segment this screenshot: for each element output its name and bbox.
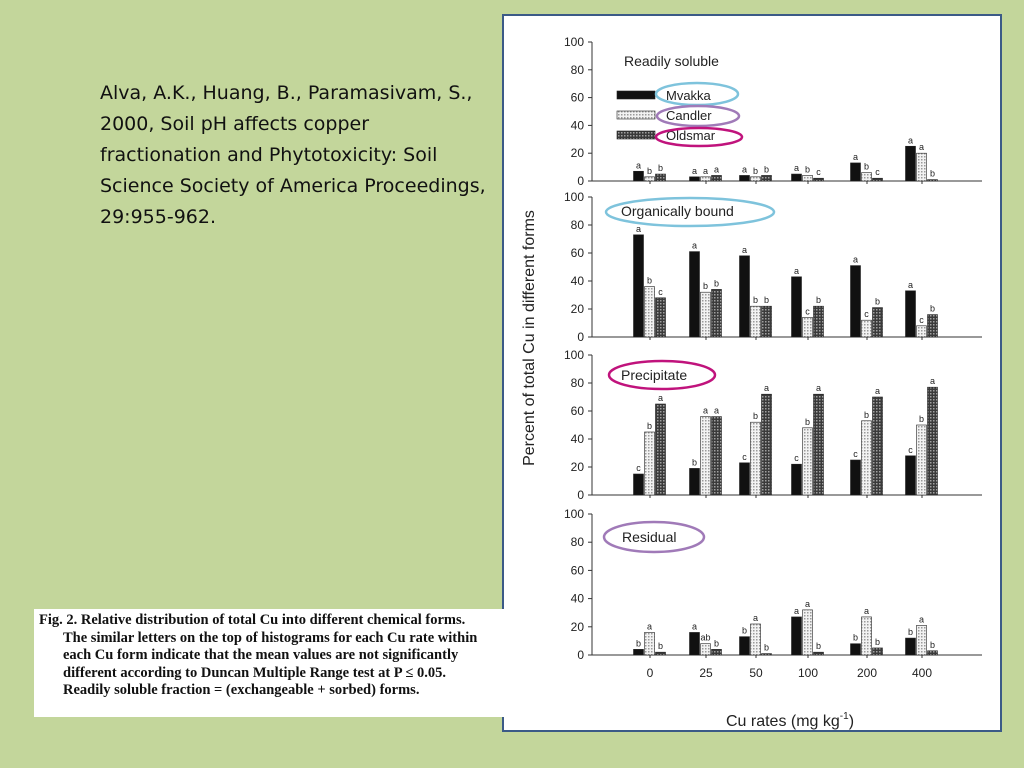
legend-swatch-oldsmar — [617, 131, 655, 139]
y-tick-label: 60 — [570, 246, 584, 260]
bar-candler — [701, 417, 711, 495]
significance-letter: a — [741, 244, 748, 255]
bar-mvakka — [792, 174, 802, 181]
bar-oldsmar — [656, 298, 666, 337]
panel-title: Residual — [622, 529, 677, 545]
significance-letter: b — [646, 275, 653, 286]
significance-letter: b — [691, 457, 698, 468]
significance-letter: b — [874, 636, 881, 647]
bar-candler — [862, 320, 872, 337]
bar-candler — [751, 624, 761, 655]
significance-letter: a — [702, 165, 709, 176]
bar-oldsmar — [873, 308, 883, 337]
significance-letter: c — [805, 306, 810, 317]
bar-mvakka — [792, 464, 802, 495]
bar-oldsmar — [712, 175, 722, 181]
y-tick-label: 60 — [570, 563, 584, 578]
significance-letter: a — [793, 163, 800, 174]
bar-oldsmar — [814, 178, 824, 181]
figure-caption — [34, 609, 552, 717]
bar-candler — [803, 317, 813, 337]
significance-letter: c — [875, 167, 880, 178]
significance-letter: b — [863, 161, 870, 172]
bar-mvakka — [906, 146, 916, 181]
significance-letter: b — [863, 409, 870, 420]
bar-oldsmar — [712, 289, 722, 337]
significance-letter: b — [815, 295, 822, 306]
significance-letter: b — [929, 168, 936, 179]
bar-mvakka — [906, 456, 916, 495]
y-tick-label: 0 — [577, 648, 584, 662]
bar-candler — [751, 422, 761, 495]
bar-mvakka — [740, 463, 750, 495]
significance-letter: ab — [700, 632, 711, 643]
y-tick-label: 20 — [570, 460, 584, 474]
y-tick-label: 60 — [570, 90, 584, 105]
significance-letter: a — [874, 386, 881, 396]
bar-oldsmar — [762, 654, 772, 655]
significance-letter: c — [864, 309, 869, 320]
bar-oldsmar — [814, 306, 824, 337]
significance-letter: c — [742, 451, 747, 462]
y-tick-label: 100 — [563, 348, 584, 362]
y-tick-label: 0 — [577, 330, 584, 344]
y-tick-label: 80 — [570, 218, 584, 232]
y-tick-label: 0 — [577, 174, 584, 188]
significance-letter: b — [713, 278, 720, 289]
bar-candler — [803, 175, 813, 181]
y-tick-label: 40 — [570, 591, 584, 606]
significance-letter: b — [646, 165, 653, 176]
bar-candler — [701, 177, 711, 181]
significance-letter: b — [752, 295, 759, 306]
significance-letter: b — [763, 164, 770, 175]
legend-swatch-candler — [617, 111, 655, 119]
y-tick-label: 80 — [570, 535, 584, 550]
significance-letter: b — [852, 632, 859, 643]
significance-letter: a — [691, 240, 698, 251]
significance-letter: b — [918, 414, 925, 424]
significance-letter: a — [852, 151, 859, 162]
bar-oldsmar — [928, 387, 938, 495]
significance-letter: a — [713, 405, 720, 416]
significance-letter: b — [657, 163, 664, 174]
significance-letter: b — [907, 627, 914, 638]
significance-letter: a — [815, 383, 822, 394]
bar-oldsmar — [712, 649, 722, 655]
caption-line-2: The similar letters on the top of histograms for each Cu rate within — [63, 629, 478, 646]
significance-letter: a — [793, 605, 800, 616]
legend-label-oldsmar: Oldsmar — [666, 128, 716, 143]
citation-text: Alva, A.K., Huang, B., Paramasivam, S., 2000, Soil pH affects copper fractionation and Phytotoxicity: Soil Science Society of America Proceedings, 29:955-962. — [100, 82, 486, 228]
bar-oldsmar — [656, 174, 666, 181]
bar-candler — [917, 425, 927, 495]
significance-letter: a — [907, 135, 914, 146]
significance-letter: a — [741, 164, 748, 175]
y-tick-label: 60 — [570, 404, 584, 418]
caption-line-5: Readily soluble fraction = (exchangeable + sorbed) forms. — [63, 682, 420, 698]
significance-letter: b — [929, 639, 936, 650]
significance-letter: b — [752, 165, 759, 176]
bar-mvakka — [851, 644, 861, 655]
significance-letter: a — [635, 160, 642, 171]
caption-line-1: Fig. 2. Relative distribution of total Cu into different chemical forms. — [39, 612, 466, 628]
significance-letter: a — [657, 393, 664, 403]
bar-candler — [917, 153, 927, 181]
y-tick-label: 80 — [570, 376, 584, 390]
significance-letter: c — [816, 167, 821, 178]
bar-mvakka — [851, 163, 861, 181]
significance-letter: a — [918, 614, 925, 625]
bar-oldsmar — [928, 315, 938, 337]
x-tick-label: 50 — [749, 666, 763, 680]
bar-oldsmar — [762, 175, 772, 181]
significance-letter: a — [793, 265, 800, 276]
bar-mvakka — [740, 256, 750, 337]
x-tick-label: 100 — [797, 666, 819, 680]
bar-oldsmar — [873, 178, 883, 181]
bar-mvakka — [906, 291, 916, 337]
bar-mvakka — [792, 617, 802, 655]
bar-oldsmar — [873, 397, 883, 495]
significance-letter: b — [646, 421, 653, 431]
significance-letter: b — [874, 296, 881, 307]
bar-mvakka — [851, 266, 861, 337]
significance-letter: b — [804, 164, 811, 175]
y-tick-label: 100 — [563, 35, 584, 49]
legend-swatch-mvakka — [617, 91, 655, 99]
significance-letter: c — [658, 286, 663, 297]
caption-line-3: each Cu form indicate that the mean values are not significantly — [63, 647, 459, 663]
significance-letter: b — [763, 295, 770, 306]
bar-mvakka — [690, 252, 700, 337]
bar-oldsmar — [656, 404, 666, 495]
bar-oldsmar — [928, 180, 938, 181]
y-tick-label: 20 — [570, 302, 584, 316]
y-tick-label: 20 — [570, 146, 584, 161]
bar-candler — [862, 173, 872, 181]
x-tick-label: 400 — [911, 666, 933, 680]
significance-letter: b — [752, 411, 759, 422]
significance-letter: a — [907, 279, 914, 290]
y-tick-label: 40 — [570, 118, 584, 133]
bar-mvakka — [792, 277, 802, 337]
bar-oldsmar — [762, 306, 772, 337]
panel-title: Organically bound — [621, 203, 734, 219]
y-tick-label: 100 — [563, 507, 584, 521]
significance-letter: b — [741, 625, 748, 636]
x-tick-label: 0 — [646, 666, 654, 680]
legend-label-candler: Candler — [666, 108, 712, 123]
bar-candler — [803, 428, 813, 495]
caption-line-4: different according to Duncan Multiple Range test at P ≤ 0.05. — [63, 664, 447, 681]
bar-mvakka — [851, 460, 861, 495]
panel-title: Readily soluble — [624, 53, 719, 69]
significance-letter: a — [713, 164, 720, 175]
significance-letter: b — [763, 642, 770, 653]
bar-mvakka — [740, 175, 750, 181]
panel-title: Precipitate — [621, 367, 688, 383]
significance-letter: b — [929, 303, 936, 314]
significance-letter: c — [853, 449, 858, 459]
significance-letter: c — [794, 453, 799, 464]
y-tick-label: 20 — [570, 619, 584, 634]
significance-letter: a — [691, 621, 698, 632]
bar-mvakka — [906, 638, 916, 655]
bar-oldsmar — [712, 417, 722, 495]
significance-letter: b — [804, 416, 811, 427]
bar-candler — [645, 632, 655, 655]
significance-letter: c — [908, 444, 913, 455]
bar-mvakka — [690, 177, 700, 181]
bar-oldsmar — [814, 652, 824, 655]
bar-oldsmar — [762, 394, 772, 495]
significance-letter: a — [804, 598, 811, 609]
y-tick-label: 0 — [577, 488, 584, 502]
x-axis-label-sup: -1 — [839, 711, 849, 722]
bar-candler — [862, 617, 872, 655]
significance-letter: b — [815, 641, 822, 652]
bar-mvakka — [634, 649, 644, 655]
bar-oldsmar — [814, 394, 824, 495]
bar-mvakka — [634, 474, 644, 495]
bar-candler — [645, 287, 655, 337]
y-tick-label: 100 — [563, 190, 584, 204]
bar-oldsmar — [656, 652, 666, 655]
bar-mvakka — [690, 632, 700, 655]
bar-mvakka — [634, 171, 644, 181]
significance-letter: b — [635, 638, 642, 649]
legend-label-mvakka: Mvakka — [666, 88, 711, 103]
x-axis-label — [726, 711, 854, 730]
significance-letter: b — [657, 641, 664, 652]
significance-letter: a — [918, 142, 925, 153]
y-tick-label: 40 — [570, 432, 584, 446]
bar-mvakka — [634, 235, 644, 337]
x-tick-label: 25 — [699, 666, 713, 680]
bar-oldsmar — [928, 651, 938, 655]
y-axis-label: Percent of total Cu in different forms — [521, 210, 538, 466]
bar-candler — [917, 326, 927, 337]
significance-letter: a — [752, 612, 759, 623]
bar-candler — [701, 292, 711, 337]
significance-letter: a — [635, 223, 642, 234]
bar-candler — [751, 177, 761, 181]
y-tick-label: 40 — [570, 274, 584, 288]
bar-candler — [645, 177, 655, 181]
significance-letter: c — [919, 314, 924, 325]
x-axis-label-main: Cu rates (mg kg — [725, 713, 840, 730]
bar-candler — [862, 421, 872, 495]
y-tick-label: 80 — [570, 62, 584, 77]
significance-letter: c — [636, 463, 641, 473]
bar-candler — [751, 306, 761, 337]
significance-letter: a — [852, 254, 859, 265]
bar-candler — [803, 610, 813, 655]
bar-mvakka — [740, 637, 750, 655]
significance-letter: a — [646, 621, 653, 632]
bar-candler — [645, 432, 655, 495]
significance-letter: a — [863, 605, 870, 616]
bar-candler — [701, 644, 711, 655]
significance-letter: b — [702, 281, 709, 292]
bar-mvakka — [690, 468, 700, 495]
bar-candler — [917, 625, 927, 655]
significance-letter: b — [713, 638, 720, 649]
significance-letter: a — [691, 165, 698, 176]
significance-letter: a — [929, 376, 936, 387]
significance-letter: a — [702, 405, 709, 416]
x-axis-label-end: ) — [848, 713, 855, 730]
bar-oldsmar — [873, 648, 883, 655]
x-tick-label: 200 — [856, 666, 878, 680]
significance-letter: a — [763, 383, 770, 394]
